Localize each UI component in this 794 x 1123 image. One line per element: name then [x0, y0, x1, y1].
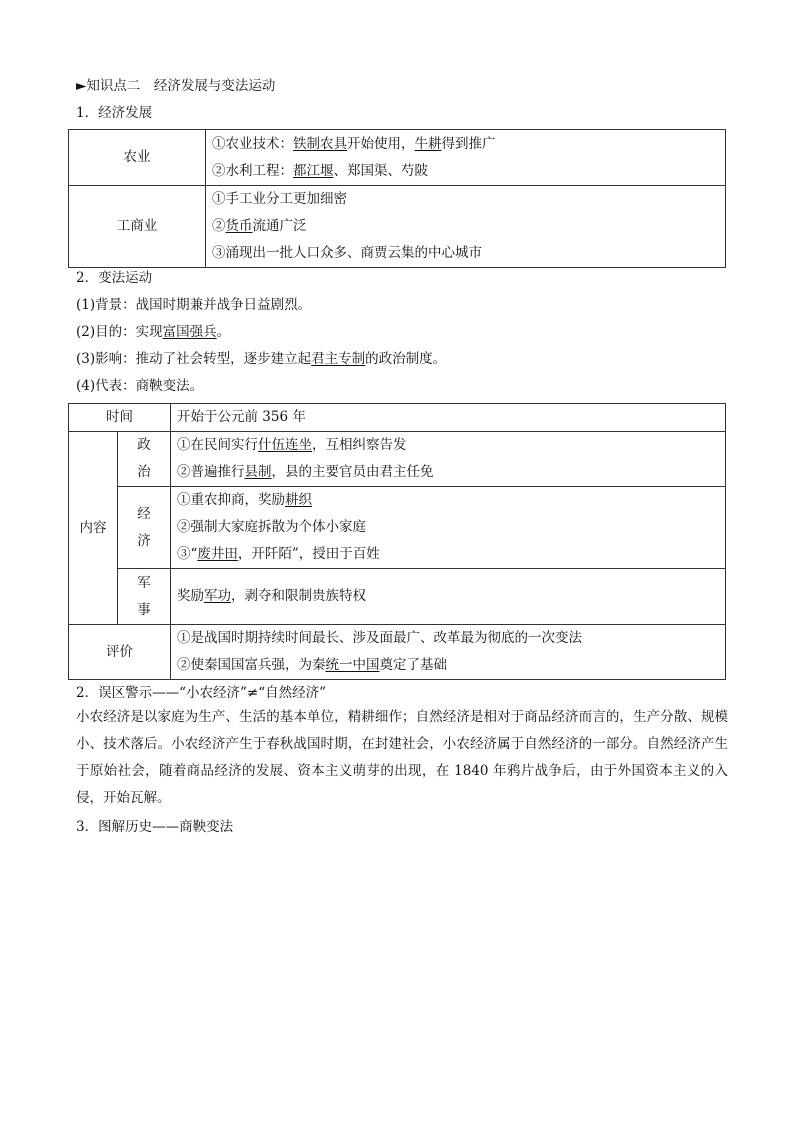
text-segment: ①是战国时期持续时间最长、涉及面最广、改革最为彻底的一次变法: [177, 630, 582, 646]
cell-line: [177, 459, 719, 486]
evaluation-content: [171, 625, 726, 680]
time-value: 开始于公元前 356 年: [171, 404, 726, 432]
section-title: ►知识点二 经济发展与变法运动: [76, 78, 276, 94]
cell-line: [177, 583, 719, 610]
key-term: 军功: [204, 588, 231, 604]
reform-row-military: [69, 569, 726, 625]
key-term: 统一中国: [325, 657, 380, 673]
text-segment: ，县的主要官员由君主任免: [271, 464, 434, 480]
text-segment: ②使秦国国富兵强，为秦: [177, 657, 326, 673]
warning-heading: 2．误区警示——“小农经济”≠“自然经济”: [76, 685, 327, 701]
econ-label-agriculture: 农业: [69, 130, 206, 186]
reform-heading: 2．变法运动: [76, 270, 153, 286]
text-segment: 得到推广: [441, 135, 496, 152]
text-segment: ①手工业分工更加细密: [212, 191, 347, 207]
text-segment: ②强制大家庭拆散为个体小家庭: [177, 519, 366, 535]
military-label-char-1: 军: [137, 574, 151, 591]
reform-row-evaluation: [69, 625, 726, 680]
econ-label-commerce: 工商业: [69, 186, 206, 268]
key-term: 富国强兵: [162, 324, 217, 340]
text-segment: (1)背景：战国时期兼并战争日益剧烈。: [76, 297, 312, 313]
military-label-char-2: 事: [137, 601, 151, 618]
econ-heading: 1．经济发展: [76, 105, 153, 121]
military-label: [118, 569, 171, 625]
key-term: 君主专制: [311, 351, 366, 367]
cell-line: [177, 652, 719, 679]
cell-line: [177, 432, 719, 459]
content-label: 内容: [69, 432, 118, 625]
key-term: 县制: [244, 464, 272, 480]
reform-item-2: [76, 322, 230, 342]
text-segment: 流通广泛: [252, 218, 307, 234]
text-segment: (4)代表：商鞅变法。: [76, 378, 204, 394]
key-term: 废井田: [197, 546, 238, 562]
key-term: 耕织: [285, 492, 312, 508]
reform-item-3: [76, 349, 446, 369]
reform-table: [68, 403, 726, 680]
key-term: 什伍连坐: [258, 437, 312, 453]
text-segment: ②普遍推行: [177, 464, 245, 480]
econ-content-agriculture: [206, 130, 726, 186]
text-segment: 。: [216, 324, 231, 340]
econ-content-commerce: [206, 186, 726, 268]
text-segment: 奠定了基础: [379, 657, 447, 673]
cell-line: [177, 541, 719, 568]
econ-row-commerce: [69, 186, 726, 268]
text-segment: ，剥夺和限制贵族特权: [231, 588, 366, 604]
economy-label: [118, 487, 171, 569]
text-segment: ①在民间实行: [177, 437, 258, 453]
cell-line: [212, 131, 719, 158]
economy-content: [171, 487, 726, 569]
evaluation-label: 评价: [69, 625, 171, 680]
text-segment: ②水利工程：: [212, 162, 293, 179]
text-segment: ，互相纠察告发: [312, 437, 407, 453]
key-term: 铁制农具: [293, 135, 347, 152]
reform-item-4: [76, 376, 203, 396]
politics-label-char-1: 政: [137, 437, 151, 453]
politics-content: [171, 432, 726, 487]
economy-label-char-2: 济: [137, 532, 151, 549]
text-segment: ③涌现出一批人口众多、商贾云集的中心城市: [212, 245, 482, 261]
reform-row-economy: [69, 487, 726, 569]
cell-line: [212, 158, 719, 185]
text-segment: ①农业技术：: [212, 135, 293, 152]
diagram-heading: 3．图解历史——商鞅变法: [76, 819, 234, 835]
text-segment: ，开阡陌”，授田于百姓: [237, 546, 380, 562]
text-segment: ②: [212, 218, 226, 234]
text-segment: 的政治制度。: [365, 351, 447, 367]
cell-line: [212, 213, 719, 240]
text-segment: (2)目的：实现: [76, 324, 163, 340]
econ-row-agriculture: [69, 130, 726, 186]
cell-line: [212, 240, 719, 267]
text-segment: (3)影响：推动了社会转型，逐步建立起: [76, 351, 312, 367]
reform-row-time: [69, 404, 726, 432]
economy-label-char-1: 经: [137, 505, 151, 522]
military-content: [171, 569, 726, 625]
text-segment: 开始使用，: [347, 135, 415, 152]
time-label: 时间: [69, 404, 171, 432]
cell-line: [177, 625, 719, 652]
warning-paragraph: 小农经济是以家庭为生产、生活的基本单位，精耕细作；自然经济是相对于商品经济而言的，生产分散、规模小、技术落后。小农经济产生于春秋战国时期，在封建社会，小农经济属于自然经济的一部分。自然经济产生于原始社会，随着商品经济的发展、资本主义萌芽的出现，在 1840 年鸦片战争后，由于外国资本主义的入侵，开始瓦解。: [76, 709, 728, 806]
text-segment: 、郑国渠、芍陂: [333, 162, 428, 179]
politics-label-char-2: 治: [137, 464, 151, 480]
cell-line: [177, 514, 719, 541]
key-term: 都江堰: [293, 162, 334, 179]
key-term: 货币: [225, 218, 253, 234]
cell-line: [212, 186, 719, 213]
text-segment: ①重农抑商，奖励: [177, 492, 285, 508]
text-segment: ③“: [177, 546, 198, 562]
reform-item-1: [76, 295, 311, 315]
reform-row-politics: [69, 432, 726, 487]
key-term: 牛耕: [414, 135, 442, 152]
econ-table: [68, 129, 726, 268]
text-segment: 奖励: [177, 588, 204, 604]
politics-label: [118, 432, 171, 487]
cell-line: [177, 487, 719, 514]
